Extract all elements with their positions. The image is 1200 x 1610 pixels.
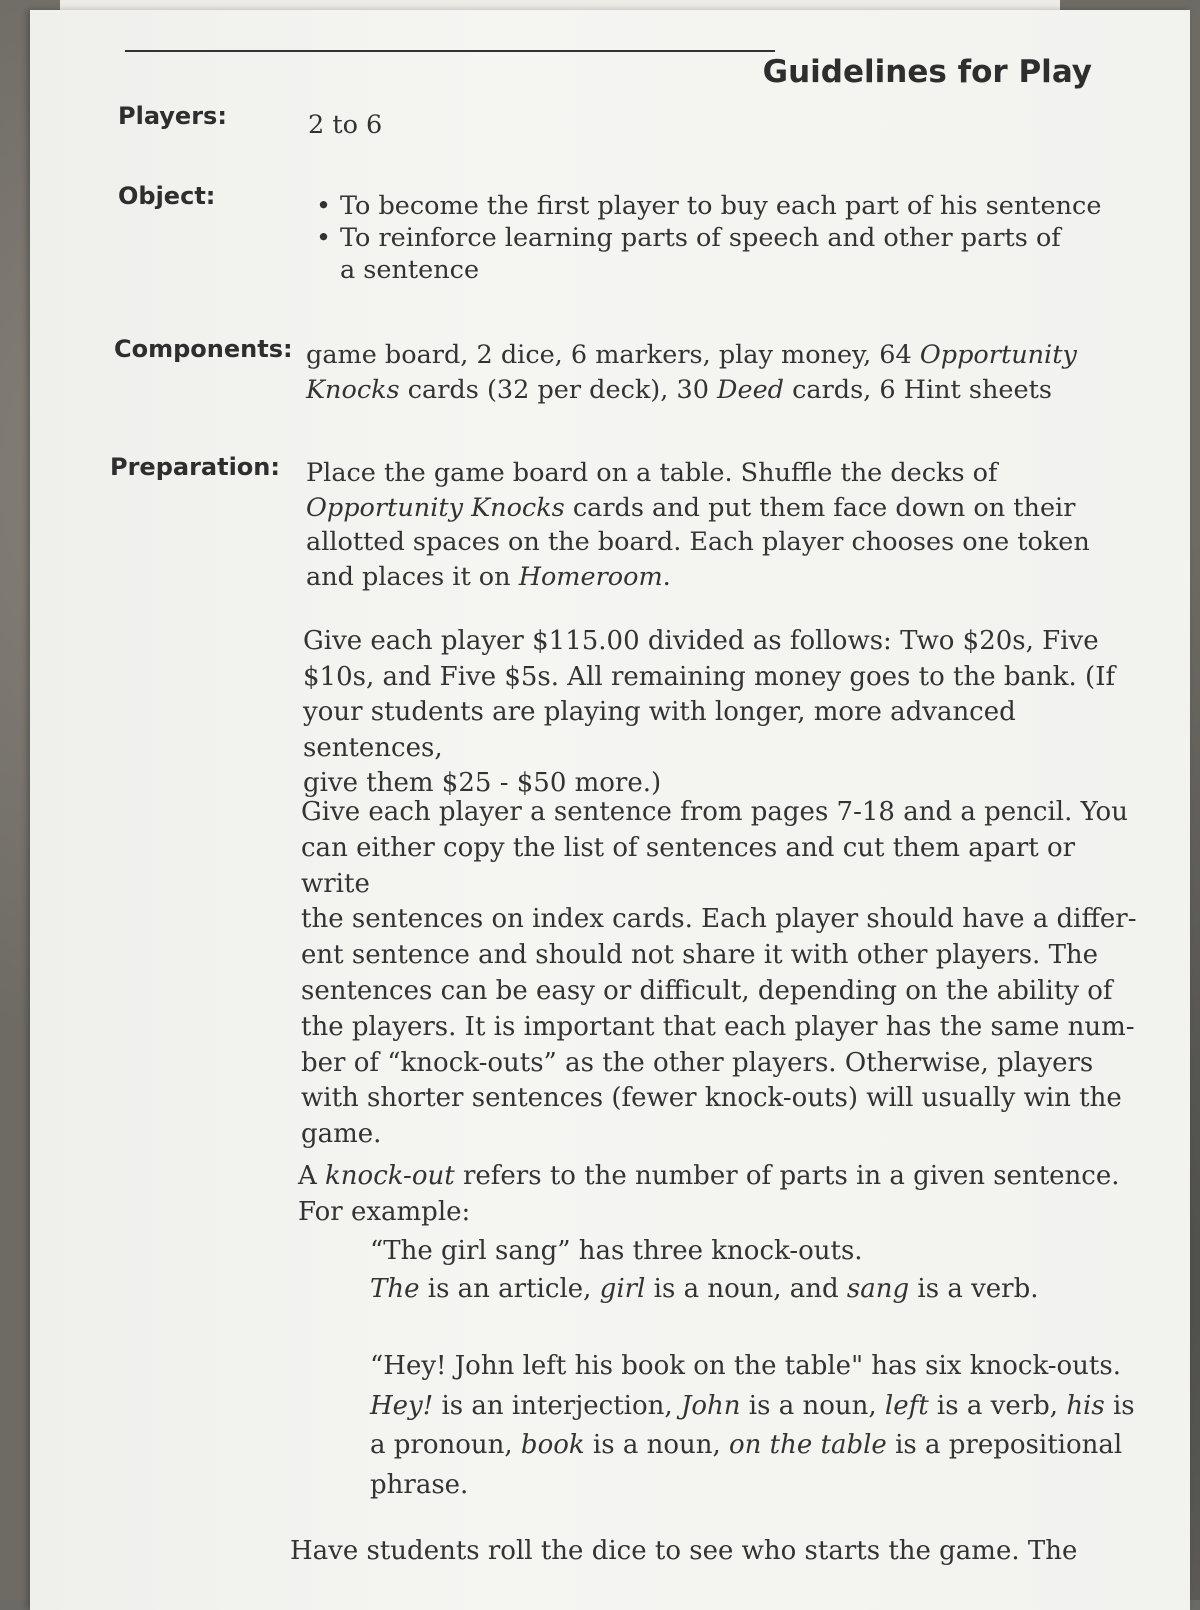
prep-line: and places it on — [306, 561, 519, 592]
header-rule — [125, 50, 775, 52]
example-2 — [370, 1347, 1170, 1505]
prep-line: A — [298, 1161, 326, 1191]
example-line: is an article, — [419, 1274, 600, 1304]
example-italic: girl — [599, 1274, 646, 1304]
prep-italic: knock-out — [325, 1161, 455, 1191]
preparation-label: Preparation: — [110, 453, 280, 481]
example-italic: Hey! — [370, 1390, 434, 1421]
example-line: phrase. — [370, 1469, 469, 1500]
example-italic: his — [1066, 1390, 1105, 1421]
object-bullet-text-cont: a sentence — [340, 255, 480, 285]
example-line: “Hey! John left his book on the table" has six knock-outs. — [370, 1351, 1121, 1381]
bullet-icon: • — [316, 191, 332, 221]
prep-line: cards and put them face down on their — [564, 492, 1076, 523]
example-italic: The — [370, 1274, 420, 1304]
prep-line: For example: — [298, 1197, 471, 1227]
preparation-paragraph-3 — [301, 795, 1141, 1153]
example-line: is a prepositional — [886, 1430, 1123, 1460]
object-bullet-list — [310, 190, 1150, 286]
example-1 — [370, 1232, 1170, 1308]
page-title: Guidelines for Play — [762, 54, 1092, 90]
example-italic: John — [680, 1390, 741, 1421]
object-label: Object: — [118, 182, 216, 210]
example-line: is a verb, — [928, 1390, 1067, 1421]
cutoff-text-line: Have students roll the dice to see who starts the game. The — [290, 1536, 1078, 1566]
prep-line: $10s, and Five $5s. All remaining money goes to the bank. (If — [303, 661, 1116, 692]
components-text — [306, 338, 1146, 407]
example-line: is an interjection, — [433, 1390, 681, 1421]
players-label: Players: — [118, 102, 227, 130]
prep-line: . — [662, 561, 671, 592]
prep-line: with shorter sentences (fewer knock-outs) will usually win the — [301, 1083, 1122, 1114]
prep-line: the players. It is important that each player has the same num- — [301, 1011, 1135, 1042]
preparation-paragraph-4 — [298, 1158, 1138, 1230]
example-line: is — [1104, 1390, 1135, 1421]
prep-line: can either copy the list of sentences and cut them apart or write — [301, 832, 1076, 899]
prep-line: Place the game board on a table. Shuffle the decks of — [306, 458, 998, 488]
list-item — [310, 222, 1150, 286]
example-line: is a verb. — [909, 1274, 1039, 1304]
prep-line: sentences can be easy or difficult, depending on the ability of — [301, 975, 1113, 1006]
prep-line: your students are playing with longer, more advanced sentences, — [303, 697, 1016, 763]
document-page — [30, 10, 1190, 1610]
prep-italic: Homeroom — [518, 561, 663, 592]
example-line: a pronoun, — [370, 1430, 521, 1460]
example-italic: sang — [846, 1274, 910, 1304]
object-bullet-text: To become the first player to buy each part of his sentence — [340, 191, 1102, 221]
components-text-part: cards (32 per deck), 30 — [399, 374, 718, 405]
example-italic: left — [884, 1390, 929, 1421]
object-bullet-text: To reinforce learning parts of speech and other parts of — [340, 223, 1061, 253]
components-text-part: cards, 6 Hint sheets — [783, 374, 1052, 405]
list-item — [310, 190, 1150, 222]
example-italic: on the table — [729, 1430, 887, 1460]
prep-line: ent sentence and should not share it with other players. The — [301, 940, 1099, 971]
bullet-icon: • — [316, 223, 332, 253]
prep-line: refers to the number of parts in a given sentence. — [454, 1161, 1120, 1191]
components-italic: Deed — [717, 374, 784, 405]
prep-line: game. — [301, 1119, 382, 1150]
components-text-part: game board, 2 dice, 6 markers, play money, 64 — [306, 340, 920, 370]
prep-line: Give each player a sentence from pages 7-18 and a pencil. You — [301, 797, 1128, 827]
components-italic: Knocks — [306, 374, 400, 405]
example-line: is a noun, and — [645, 1274, 847, 1304]
prep-line: Give each player $115.00 divided as follows: Two $20s, Five — [303, 626, 1099, 656]
preparation-paragraph-2 — [303, 624, 1143, 802]
prep-line: ber of “knock-outs” as the other players. Otherwise, players — [301, 1047, 1094, 1078]
example-italic: book — [520, 1430, 585, 1460]
example-line: is a noun, — [740, 1390, 885, 1421]
players-value: 2 to 6 — [308, 110, 383, 140]
prep-line: give them $25 - $50 more.) — [303, 768, 662, 798]
prep-italic: Opportunity Knocks — [306, 492, 565, 523]
components-italic: Opportunity — [919, 340, 1077, 370]
example-line: “The girl sang” has three knock-outs. — [370, 1236, 863, 1266]
prep-line: the sentences on index cards. Each player should have a differ- — [301, 904, 1137, 935]
components-label: Components: — [114, 335, 293, 363]
example-line: is a noun, — [584, 1430, 730, 1460]
preparation-paragraph-1 — [306, 456, 1146, 594]
prep-line: allotted spaces on the board. Each player chooses one token — [306, 527, 1090, 557]
